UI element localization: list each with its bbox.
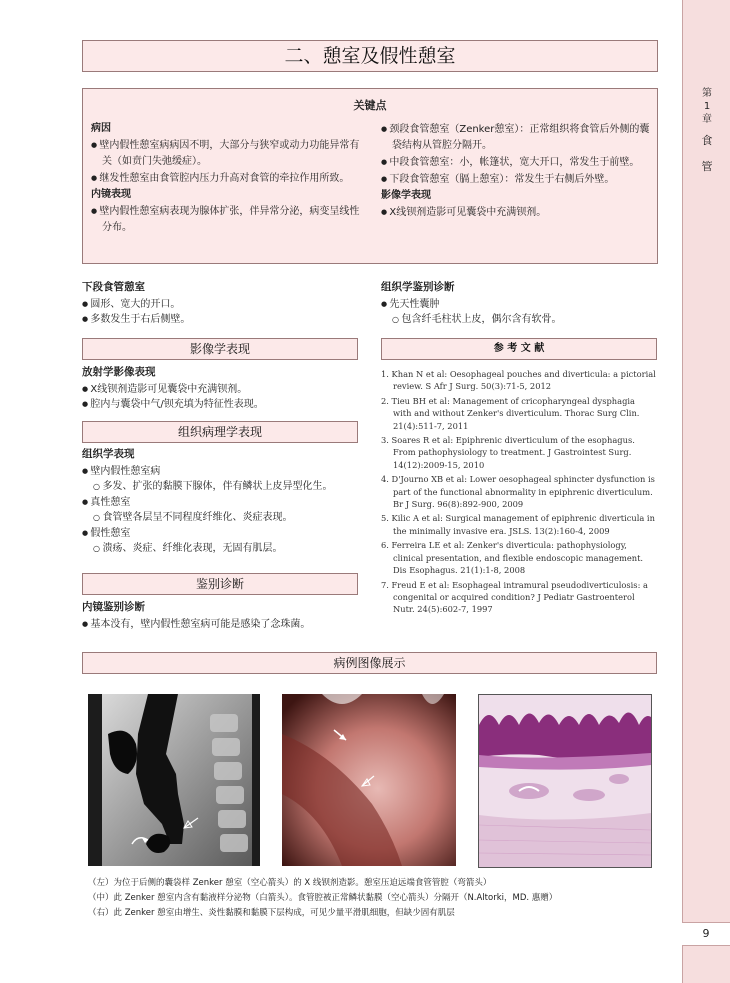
- page-title: 二、憩室及假性憩室: [82, 40, 658, 72]
- lower-diverticulum-heading: 下段食管憩室: [82, 281, 145, 293]
- histologic-differential-item: ● 先天性囊肿: [381, 297, 657, 313]
- chapter-side-tab: [682, 0, 730, 983]
- reference-item: 2. Tieu BH et al: Management of cricopharyngeal dysphagia with and without Zenker's diverticulum. Thorac Surg Clin. 21(4):511-7, 2011: [381, 395, 640, 431]
- reference-item: 7. Freud E et al: Esophageal intramural pseudodiverticulosis: a congenital or acquired condition? J Pediatr Gastroenterol Nutr. 24(5):602-7, 1997: [381, 579, 648, 615]
- case-images-title: 病例图像展示: [82, 652, 657, 674]
- chapter-title-1: 食: [701, 134, 713, 147]
- location-item: ● 中段食管憩室：小，帐篷状，宽大开口，常发生于前壁。: [381, 154, 651, 171]
- chapter-number: 1: [703, 101, 711, 112]
- endoscopy-image: [282, 694, 456, 866]
- reference-item: 3. Soares R et al: Epiphrenic diverticulum of the esophagus. From pathophysiology to treatment. J Gastrointest Surg. 14(12):2009-15, 2010: [381, 435, 635, 470]
- histologic-differential-block: [381, 280, 657, 328]
- chapter-title-2: 管: [701, 160, 713, 173]
- caption-right: （右）此 Zenker 憩室由增生、炎性黏膜和黏膜下层构成，可见少量平滑肌细胞，但缺少固有肌层: [88, 908, 455, 918]
- imaging-block: [82, 365, 358, 413]
- endoscopic-differential-item: ● 基本没有，壁内假性憩室病可能是感染了念珠菌。: [82, 617, 358, 633]
- radiology-item: ● 腔内与囊袋中气/钡充填为特征性表现。: [82, 397, 358, 413]
- histologic-differential-subitem: ○ 包含纤毛柱状上皮，偶尔含有软骨。: [381, 312, 657, 328]
- imaging-section-title: 影像学表现: [82, 338, 358, 360]
- differential-block: [82, 600, 358, 632]
- chapter-label-2: 章: [702, 114, 712, 125]
- histopathology-section-title: 组织病理学表现: [82, 421, 358, 443]
- histology-group: ● 真性憩室: [82, 495, 358, 511]
- lower-diverticulum-item: ● 多数发生于右后侧壁。: [82, 312, 358, 328]
- location-item: ● 颈段食管憩室（Zenker憩室）：正常组织将食管后外侧的囊袋结构从管腔分隔开。: [381, 121, 651, 154]
- etiology-heading: 病因: [91, 123, 111, 134]
- radiology-item: ● X线钡剂造影可见囊袋中充满钡剂。: [82, 382, 358, 398]
- lower-diverticulum-item: ● 圆形、宽大的开口。: [82, 297, 358, 313]
- key-points-left: [91, 121, 367, 236]
- barium-swallow-image: [88, 694, 260, 866]
- references-list: [381, 368, 656, 618]
- lower-diverticulum-block: [82, 280, 358, 328]
- endoscopic-differential-heading: 内镜鉴别诊断: [82, 601, 145, 613]
- histology-subitem: ○ 多发、扩张的黏膜下腺体，伴有鳞状上皮异型化生。: [82, 479, 358, 495]
- histology-image: [478, 694, 652, 868]
- reference-item: 6. Ferreira LE et al: Zenker's diverticula: pathophysiology, clinical presentation, and flexible endoscopic management. Dis Esophagus. 21(1):1-8, 2008: [381, 540, 644, 576]
- imaging-heading: 影像学表现: [381, 190, 431, 201]
- histologic-differential-heading: 组织学鉴别诊断: [381, 281, 455, 293]
- histology-group: ● 假性憩室: [82, 526, 358, 542]
- reference-item: 1. Khan N et al: Oesophageal pouches and diverticula: a pictorial review. S Afr J Surg. 50(3):71-5, 2012: [381, 369, 656, 392]
- imaging-item: ● X线钡剂造影可见囊袋中充满钡剂。: [381, 204, 651, 221]
- endo-heading: 内镜表现: [91, 189, 131, 200]
- histology-group: ● 壁内假性憩室病: [82, 464, 358, 480]
- histology-drawing: [479, 695, 651, 867]
- etiology-item: ● 继发性憩室由食管腔内压力升高对食管的牵拉作用所致。: [91, 170, 367, 187]
- histology-subitem: ○ 溃疡、炎症、纤维化表现，无固有肌层。: [82, 541, 358, 557]
- location-item: ● 下段食管憩室（膈上憩室）：常发生于右侧后外壁。: [381, 171, 651, 188]
- key-points-heading: 关键点: [353, 99, 387, 112]
- endoscopy-drawing: [282, 694, 456, 866]
- key-points-box: [82, 88, 658, 264]
- case-captions: [88, 876, 668, 921]
- key-points-right: [381, 121, 651, 221]
- reference-item: 5. Kilic A et al: Surgical management of epiphrenic diverticula in the minimally invasive era. JSLS. 13(2):160-4, 2009: [381, 513, 655, 536]
- page-number: 9: [682, 922, 730, 946]
- histology-subitem: ○ 食管壁各层呈不同程度纤维化、炎症表现。: [82, 510, 358, 526]
- references-title: 参 考 文 献: [381, 338, 657, 360]
- caption-left: （左）为位于后侧的囊袋样 Zenker 憩室（空心箭头）的 X 线钡剂造影。憩室压迫远端食管管腔（弯箭头）: [88, 878, 492, 888]
- reference-item: 4. D'Journo XB et al: Lower oesophageal sphincter dysfunction is part of the functional abnormality in epiphrenic diverticulum. Br J Surg. 96(8):892-900, 2009: [381, 474, 655, 510]
- etiology-item: ● 壁内假性憩室病病因不明，大部分与狭窄或动力功能异常有关（如贲门失弛缓症）。: [91, 137, 367, 170]
- barium-swallow-drawing: [88, 694, 260, 866]
- differential-section-title: 鉴别诊断: [82, 573, 358, 595]
- radiology-heading: 放射学影像表现: [82, 366, 156, 378]
- histopathology-block: [82, 447, 358, 557]
- chapter-label-1: 第: [702, 88, 712, 99]
- endo-item: ● 壁内假性憩室病表现为腺体扩张，伴异常分泌，病变呈线性分布。: [91, 203, 367, 236]
- caption-middle: （中）此 Zenker 憩室内含有黏液样分泌物（白箭头）。食管腔被正常鳞状黏膜（空心箭头）分隔开（N.Altorki，MD. 惠赠）: [88, 893, 558, 903]
- histology-heading: 组织学表现: [82, 448, 135, 460]
